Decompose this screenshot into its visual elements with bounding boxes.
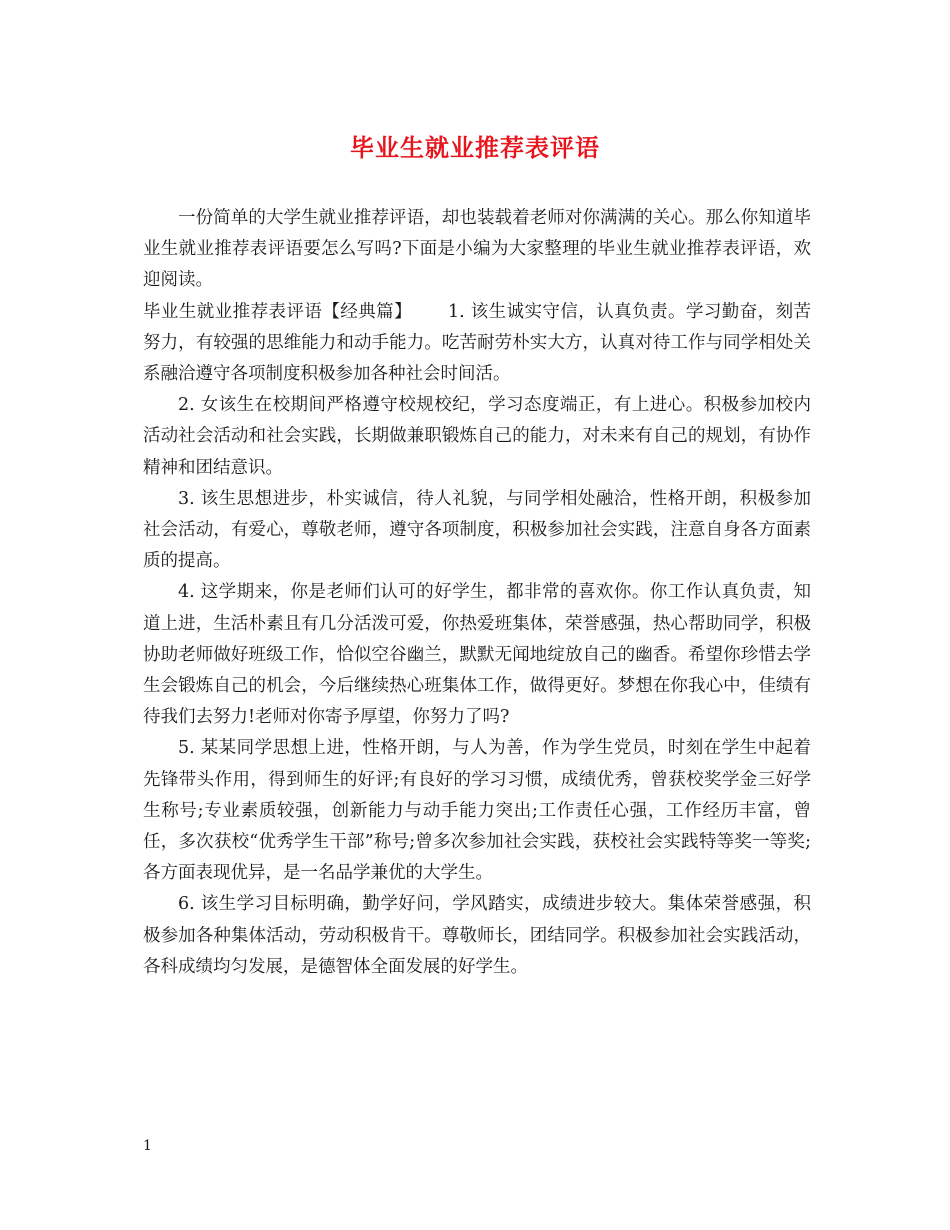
comment-item-6: 6. 该生学习目标明确，勤学好问，学风踏实，成绩进步较大。集体荣誉感强，积极参加各种集体活动，劳动积极肯干。尊敬师长，团结同学。积极参加社会实践活动，各科成绩均匀发展，是德智体全面发展的好学生。 bbox=[143, 894, 811, 977]
comment-item-3: 3. 该生思想进步，朴实诚信，待人礼貌，与同学相处融洽，性格开朗，积极参加社会活动，有爱心，尊敬老师，遵守各项制度，积极参加社会实践，注意自身各方面素质的提高。 bbox=[143, 488, 811, 572]
comment-item-5: 5. 某某同学思想上进，性格开朗，与人为善，作为学生党员，时刻在学生中起着先锋带头作用，得到师生的好评;有良好的学习习惯，成绩优秀，曾获校奖学金三好学生称号;专业素质较强，创新能力与动手能力突出;工作责任心强，工作经历丰富，曾任，多次获校“优秀学生干部”称号;曾多次参加社会实践，获校社会实践特等奖一等奖;各方面表现优异，是一名品学兼优的大学生。 bbox=[143, 738, 811, 884]
section-paragraph bbox=[143, 297, 811, 391]
comment-item-2: 2. 女该生在校期间严格遵守校规校纪，学习态度端正，有上进心。积极参加校内活动社会活动和社会实践，长期做兼职锻炼自己的能力，对未来有自己的规划，有协作精神和团结意识。 bbox=[143, 395, 811, 478]
heading-gap bbox=[412, 302, 448, 322]
document-body bbox=[143, 203, 811, 983]
comment-item-1: 1. 该生诚实守信，认真负责。学习勤奋，刻苦努力，有较强的思维能力和动手能力。吃苦耐劳朴实大方，认真对待工作与同学相处关系融洽遵守各项制度积极参加各种社会时间活。 bbox=[143, 301, 811, 385]
section-heading: 毕业生就业推荐表评语【经典篇】 bbox=[143, 301, 413, 322]
document-title: 毕业生就业推荐表评语 bbox=[350, 133, 600, 162]
comment-item-4: 4. 这学期来，你是老师们认可的好学生，都非常的喜欢你。你工作认真负责，知道上进，生活朴素且有几分活泼可爱，你热爱班集体，荣誉感强，热心帮助同学，积极协助老师做好班级工作，恰似空谷幽兰，默默无闻地绽放自己的幽香。希望你珍惜去学生会锻炼自己的机会，今后继续热心班集体工作，做得更好。梦想在你我心中，佳绩有待我们去努力!老师对你寄予厚望，你努力了吗? bbox=[143, 582, 811, 728]
intro-paragraph: 一份简单的大学生就业推荐评语，却也装载着老师对你满满的关心。那么你知道毕业生就业推荐表评语要怎么写吗?下面是小编为大家整理的毕业生就业推荐表评语，欢迎阅读。 bbox=[143, 208, 811, 291]
page-number: 1 bbox=[143, 1138, 152, 1154]
